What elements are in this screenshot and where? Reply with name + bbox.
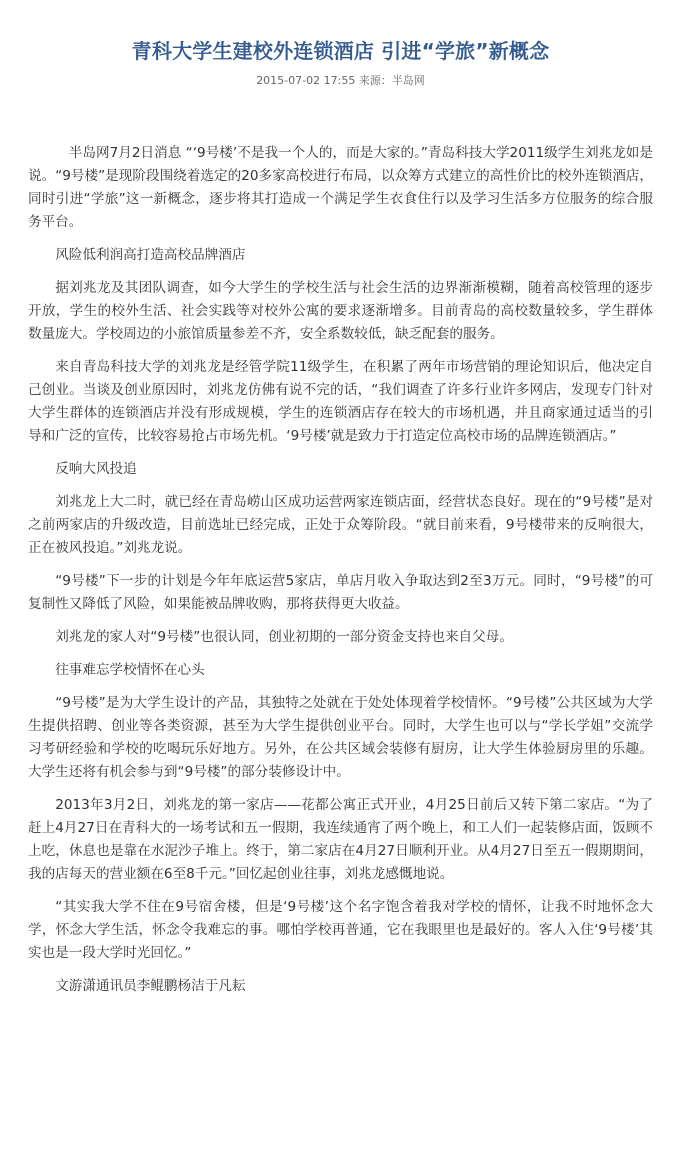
section-heading: 风险低利润高打造高校品牌酒店 [55, 247, 246, 263]
paragraph: 半岛网7月2日消息 “‘9号楼’不是我一个人的，而是大家的。”青岛科技大学2011级学生刘兆龙如是说。“9号楼”是现阶段围绕着选定的20多家高校进行布局，以众筹方式建立的高性价比的校外连锁酒店，同时引进“学旅”这一新概念，逐步将其打造成一个满足学生衣食住行以及学习生活多方位服务的综合服务平台。 [28, 145, 653, 230]
paragraph: 2013年3月2日，刘兆龙的第一家店——花都公寓正式开业，4月25日前后又转下第二家店。“为了赶上4月27日在青科大的一场考试和五一假期，我连续通宵了两个晚上，和工人们一起装修店面，饭顾不上吃，休息也是靠在水泥沙子堆上。终于，第二家店在4月27日顺利开业。从4月27日至五一假期期间，我的店每天的营业额在6至8千元。”回忆起创业往事，刘兆龙感慨地说。 [28, 797, 653, 882]
paragraph: 刘兆龙上大二时，就已经在青岛崂山区成功运营两家连锁店面，经营状态良好。现在的“9号楼”是对之前两家店的升级改造，目前选址已经完成，正处于众筹阶段。“就目前来看，9号楼带来的反响很大，正在被风投追。”刘兆龙说。 [28, 494, 653, 556]
paragraph: “其实我大学不住在9号宿舍楼，但是‘9号楼’这个名字饱含着我对学校的情怀，让我不时地怀念大学，怀念大学生活，怀念令我难忘的事。哪怕学校再普通，它在我眼里也是最好的。客人入住‘9号楼’其实也是一段大学时光回忆。” [28, 899, 653, 961]
paragraph: 来自青岛科技大学的刘兆龙是经管学院11级学生，在积累了两年市场营销的理论知识后，他决定自己创业。当谈及创业原因时，刘兆龙仿佛有说不完的话，“我们调查了许多行业许多网店，发现专门针对大学生群体的连锁酒店并没有形成规模，学生的连锁酒店存在较大的市场机遇，并且商家通过适当的引导和广泛的宣传，比较容易抢占市场先机。‘9号楼’就是致力于打造定位高校市场的品牌连锁酒店。” [28, 359, 653, 444]
section-heading: 往事难忘学校情怀在心头 [55, 662, 205, 678]
paragraph: 刘兆龙的家人对“9号楼”也很认同，创业初期的一部分资金支持也来自父母。 [55, 629, 513, 645]
article-meta [28, 72, 653, 90]
author-credit: 文游潇通讯员李鲲鹏杨洁于凡耘 [55, 978, 246, 994]
article-title: 青科大学生建校外连锁酒店 引进“学旅”新概念 [131, 39, 550, 63]
publish-date: 2015-07-02 17:55 [256, 74, 356, 87]
section-heading: 反响大风投追 [55, 461, 137, 477]
source-label: 来源： [358, 74, 392, 87]
paragraph: 据刘兆龙及其团队调查，如今大学生的学校生活与社会生活的边界渐渐模糊，随着高校管理的逐步开放，学生的校外生活、社会实践等对校外公寓的要求逐渐增多。目前青岛的高校数量较多，学生群体数量庞大。学校周边的小旅馆质量参差不齐，安全系数较低，缺乏配套的服务。 [28, 280, 653, 342]
source-name: 半岛网 [391, 74, 425, 87]
paragraph: “9号楼”下一步的计划是今年年底运营5家店，单店月收入争取达到2至3万元。同时，“9号楼”的可复制性又降低了风险，如果能被品牌收购，那将获得更大收益。 [28, 573, 653, 612]
article-body [28, 142, 653, 998]
paragraph: “9号楼”是为大学生设计的产品，其独特之处就在于处处体现着学校情怀。“9号楼”公共区域为大学生提供招聘、创业等各类资源，甚至为大学生提供创业平台。同时，大学生也可以与“学长学姐”交流学习考研经验和学校的吃喝玩乐好地方。另外，在公共区域会装修有厨房，让大学生体验厨房里的乐趣。大学生还将有机会参与到“9号楼”的部分装修设计中。 [28, 695, 653, 780]
